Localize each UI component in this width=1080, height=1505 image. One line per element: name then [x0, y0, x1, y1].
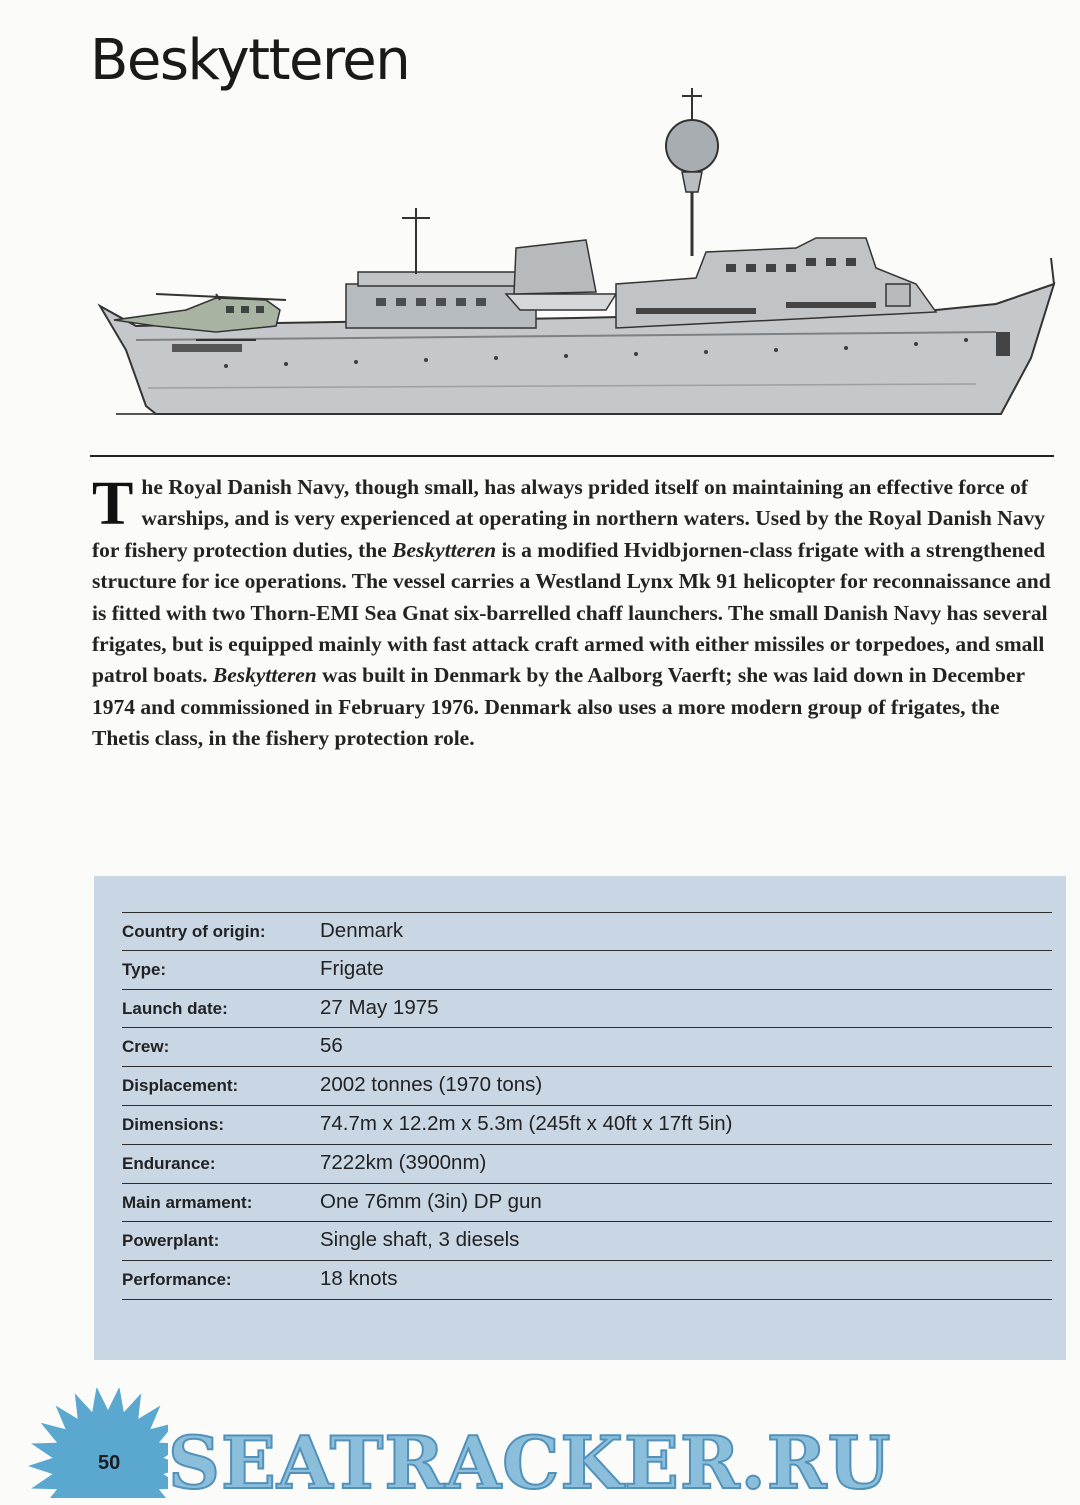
ship-name-italic: Beskytteren	[212, 663, 317, 688]
spec-label: Main armament:	[122, 1192, 253, 1212]
ship-name-italic: Beskytteren	[392, 537, 497, 562]
spec-value: One 76mm (3in) DP gun	[320, 1189, 542, 1213]
spec-label: Crew:	[122, 1037, 170, 1057]
spec-value: 27 May 1975	[320, 995, 439, 1019]
spec-row	[122, 1106, 1052, 1145]
paragraph-intro: he Royal Danish Navy, though small, has always prided itself on maintaining an effective force of warships, and is very experienced at operating in northern waters. Used by the Royal Danish Navy for fishery protection duties, the	[92, 475, 1045, 562]
section-divider	[90, 455, 1054, 457]
spec-value: 74.7m x 12.2m x 5.3m (245ft x 40ft x 17ft 5in)	[320, 1111, 733, 1135]
spec-label: Endurance:	[122, 1153, 216, 1173]
specifications-table	[122, 912, 1052, 1300]
page-title: Beskytteren	[90, 28, 410, 93]
spec-value: 18 knots	[320, 1267, 398, 1291]
spec-row	[122, 951, 1052, 990]
specifications-panel	[94, 876, 1066, 1360]
spec-value: 56	[320, 1034, 343, 1058]
body-paragraph	[92, 472, 1054, 755]
spec-row	[122, 912, 1052, 951]
spec-row	[122, 1145, 1052, 1184]
spec-row	[122, 1067, 1052, 1106]
spec-row	[122, 1222, 1052, 1261]
spec-row	[122, 1028, 1052, 1067]
spec-row	[122, 990, 1052, 1029]
spec-value: Single shaft, 3 diesels	[320, 1228, 520, 1252]
paragraph-end: was built in Denmark by the Aalborg Vaerft; she was laid down in December 1974 and commissioned in February 1976. Denmark also uses a more modern group of frigates, the Thetis class, in the fishery protection role.	[92, 663, 1025, 751]
page-number: 50	[98, 1452, 121, 1474]
ship-illustration	[96, 88, 1058, 418]
spec-label: Powerplant:	[122, 1231, 220, 1251]
spec-label: Type:	[122, 959, 167, 979]
spec-row	[122, 1261, 1052, 1300]
spec-value: Denmark	[320, 919, 404, 942]
spec-label: Launch date:	[122, 998, 228, 1018]
spec-value: 7222km (3900nm)	[320, 1150, 487, 1174]
drop-cap: T	[92, 470, 134, 538]
watermark-logo: SEATRACKER.RU	[168, 1420, 892, 1505]
spec-value: Frigate	[320, 956, 384, 980]
paragraph-middle: is a modified Hvidbjornen-class frigate with a strengthened structure for ice operations. The vessel carries a Westland Lynx Mk 91 helicopter for reconnaissance and is fitted with two Thorn-EMI Sea Gnat six-barrelled chaff launchers. The small Danish Navy has several frigates, but is equipped mainly with fast attack craft armed with either missiles or torpedoes, and small patrol boats.	[92, 537, 1051, 688]
spec-label: Dimensions:	[122, 1114, 225, 1134]
spec-label: Country of origin:	[122, 922, 266, 941]
spec-row	[122, 1184, 1052, 1223]
spec-label: Performance:	[122, 1270, 232, 1290]
spec-label: Displacement:	[122, 1076, 239, 1096]
spec-value: 2002 tonnes (1970 tons)	[320, 1073, 543, 1097]
page-badge-starburst	[0, 1388, 168, 1498]
